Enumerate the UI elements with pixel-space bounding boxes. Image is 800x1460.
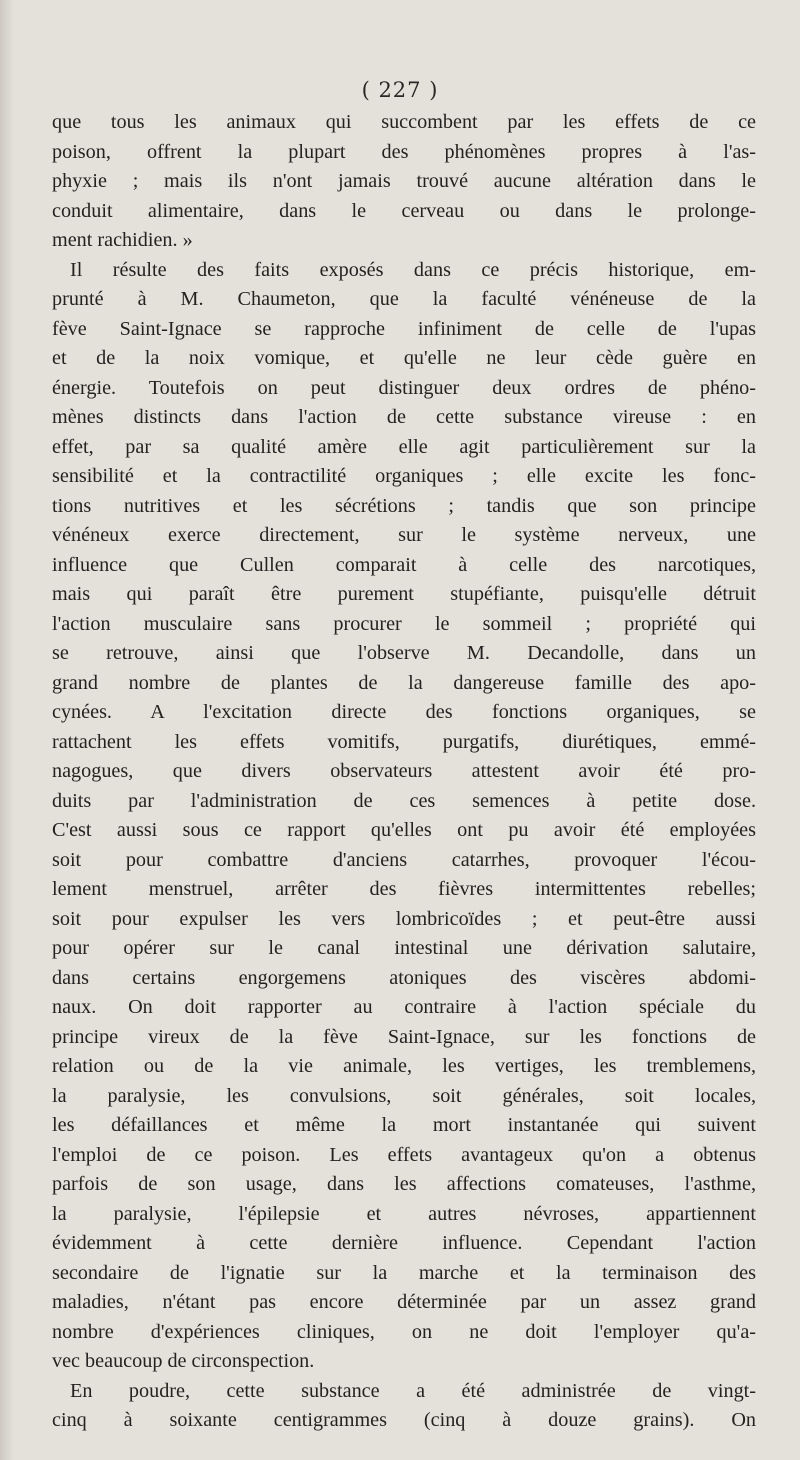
text-line: se retrouve, ainsi que l'observe M. Decandolle, dans un	[52, 642, 756, 664]
text-line: lement menstruel, arrêter des fièvres intermittentes rebelles;	[52, 878, 756, 900]
text-line: pour opérer sur le canal intestinal une dérivation salutaire,	[52, 937, 756, 959]
text-line: cinq à soixante centigrammes (cinq à douze grains). On	[52, 1409, 756, 1431]
text-line: principe vireux de la fève Saint-Ignace, sur les fonctions de	[52, 1025, 756, 1048]
body-text	[52, 108, 756, 1436]
text-line: l'emploi de ce poison. Les effets avantageux qu'on a obtenus	[52, 1143, 756, 1166]
text-line: sensibilité et la contractilité organiques ; elle excite les fonc-	[52, 465, 756, 487]
text-line: que tous les animaux qui succombent par les effets de ce	[52, 111, 756, 133]
page-number: ( 227 )	[361, 78, 439, 102]
text-line: duits par l'administration de ces semences à petite dose.	[52, 789, 756, 812]
text-line: les défaillances et même la mort instantanée qui suivent	[52, 1114, 756, 1136]
text-line: dans certains engorgemens atoniques des viscères abdomi-	[52, 966, 756, 989]
text-line: tions nutritives et les sécrétions ; tandis que son principe	[52, 494, 756, 517]
text-line: Il résulte des faits exposés dans ce précis historique, em-	[70, 258, 756, 281]
text-line: soit pour expulser les vers lombricoïdes ; et peut-être aussi	[52, 907, 756, 930]
text-line: fève Saint-Ignace se rapproche infiniment de celle de l'upas	[52, 317, 756, 340]
text-line: influence que Cullen comparait à celle des narcotiques,	[52, 553, 756, 576]
text-line: phyxie ; mais ils n'ont jamais trouvé aucune altération dans le	[52, 170, 756, 192]
text-line: prunté à M. Chaumeton, que la faculté vénéneuse de la	[52, 288, 756, 310]
text-line: vénéneux exerce directement, sur le système nerveux, une	[52, 524, 756, 546]
text-line: conduit alimentaire, dans le cerveau ou dans le prolonge-	[52, 199, 756, 222]
text-line: évidemment à cette dernière influence. Cependant l'action	[52, 1232, 756, 1254]
text-line: vec beaucoup de circonspection.	[52, 1350, 315, 1372]
text-line: mais qui paraît être purement stupéfiante, puisqu'elle détruit	[52, 583, 756, 605]
text-line: secondaire de l'ignatie sur la marche et la terminaison des	[52, 1261, 756, 1284]
page-edge-shadow	[0, 0, 14, 1460]
text-line: grand nombre de plantes de la dangereuse famille des apo-	[52, 671, 756, 694]
text-line: parfois de son usage, dans les affections comateuses, l'asthme,	[52, 1173, 756, 1195]
text-line: nagogues, que divers observateurs attestent avoir été pro-	[52, 760, 756, 782]
text-line: nombre d'expériences cliniques, on ne doit l'employer qu'a-	[52, 1320, 756, 1343]
text-line: soit pour combattre d'anciens catarrhes, provoquer l'écou-	[52, 848, 756, 871]
text-line: et de la noix vomique, et qu'elle ne leur cède guère en	[52, 347, 756, 369]
text-line: la paralysie, l'épilepsie et autres névroses, appartiennent	[52, 1202, 756, 1225]
text-line: la paralysie, les convulsions, soit générales, soit locales,	[52, 1084, 756, 1107]
text-line: poison, offrent la plupart des phénomènes propres à l'as-	[52, 140, 756, 163]
text-line: relation ou de la vie animale, les vertiges, les tremblemens,	[52, 1055, 756, 1077]
text-line: effet, par sa qualité amère elle agit particulièrement sur la	[52, 435, 756, 458]
text-line: énergie. Toutefois on peut distinguer deux ordres de phéno-	[52, 376, 756, 399]
text-line: En poudre, cette substance a été administrée de vingt-	[70, 1379, 756, 1402]
text-line: C'est aussi sous ce rapport qu'elles ont pu avoir été employées	[52, 819, 756, 841]
text-line: naux. On doit rapporter au contraire à l'action spéciale du	[52, 996, 756, 1018]
text-line: maladies, n'étant pas encore déterminée par un assez grand	[52, 1291, 756, 1313]
text-line: ment rachidien. »	[52, 229, 193, 251]
text-line: cynées. A l'excitation directe des fonctions organiques, se	[52, 701, 756, 723]
text-line: l'action musculaire sans procurer le sommeil ; propriété qui	[52, 612, 756, 635]
text-line: mènes distincts dans l'action de cette substance vireuse : en	[52, 406, 756, 428]
text-line: rattachent les effets vomitifs, purgatifs, diurétiques, emmé-	[52, 730, 756, 753]
